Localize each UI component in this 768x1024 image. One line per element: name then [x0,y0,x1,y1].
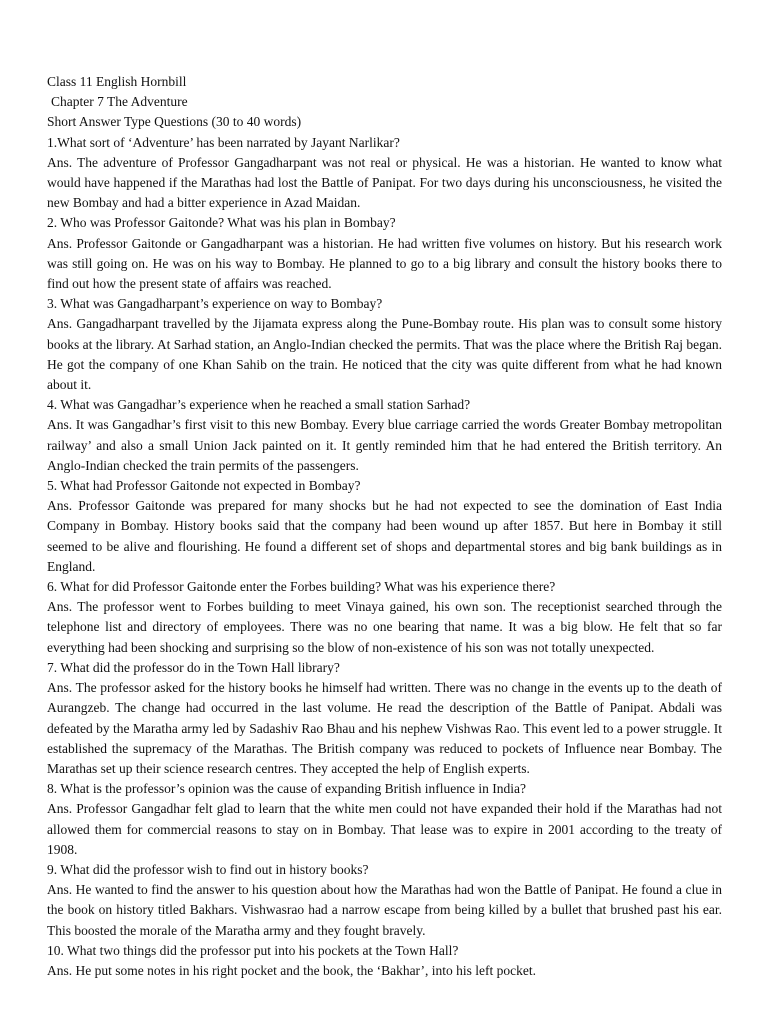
answer-6: Ans. The professor went to Forbes building to meet Vinaya gained, his own son. The receptionist searched through the telephone list and directory of employees. There was no one bearing that name. It was a big blow. He felt that so far everything had been shocking and surprising so the blow of non-existence of his son was not totally unexpected. [47,599,722,655]
answer-7: Ans. The professor asked for the history books he himself had written. There was no change in the events up to the death of Aurangzeb. The change had occurred in the last volume. He read the description of the Battle of Panipat. Abdali was defeated by the Maratha army led by Sadashiv Rao Bhau and his nephew Vishwas Rao. This event led to a power struggle. It established the supremacy of the Marathas. The British company was reduced to pockets of Influence near Bombay. The Marathas set up their science research centres. They accepted the help of English experts. [47,680,722,776]
question-1: 1.What sort of ‘Adventure’ has been narrated by Jayant Narlikar? [47,134,400,150]
qa-item-10 [47,941,722,981]
qa-item-4 [47,395,722,476]
question-4: 4. What was Gangadhar’s experience when he reached a small station Sarhad? [47,397,471,413]
chapter-title: Chapter 7 The Adventure [51,94,188,110]
answer-10: Ans. He put some notes in his right pocket and the book, the ‘Bakhar’, into his left pocket. [47,962,537,978]
qa-item-8 [47,779,722,860]
question-7: 7. What did the professor do in the Town Hall library? [47,659,340,675]
qa-item-1 [47,133,722,214]
qa-item-3 [47,294,722,395]
answer-5: Ans. Professor Gaitonde was prepared for many shocks but he had not expected to see the domination of East India Company in Bombay. History books said that the company had been wound up after 1857. But here in Bombay it still seemed to be alive and flourishing. He found a different set of shops and departmental stores and big bank buildings as in England. [47,498,722,574]
qa-item-5 [47,476,722,577]
document-page [47,72,722,981]
answer-4: Ans. It was Gangadhar’s first visit to this new Bombay. Every blue carriage carried the words Greater Bombay metropolitan railway’ and also a small Union Jack painted on it. It gently reminded him that he had entered the British territory. An Anglo-Indian checked the train permits of the passengers. [47,417,722,473]
question-9: 9. What did the professor wish to find out in history books? [47,861,369,877]
class-title: Class 11 English Hornbill [47,74,187,89]
question-3: 3. What was Gangadharpant’s experience on way to Bombay? [47,296,383,312]
question-8: 8. What is the professor’s opinion was the cause of expanding British influence in India? [47,781,527,797]
question-5: 5. What had Professor Gaitonde not expected in Bombay? [47,478,361,494]
question-10: 10. What two things did the professor put into his pockets at the Town Hall? [47,942,459,958]
qa-item-7 [47,658,722,779]
question-2: 2. Who was Professor Gaitonde? What was his plan in Bombay? [47,215,396,231]
section-title: Short Answer Type Questions (30 to 40 words) [47,114,302,130]
answer-8: Ans. Professor Gangadhar felt glad to learn that the white men could not have expanded their hold if the Marathas had not allowed them for commercial reasons to stay on in Bombay. That lease was to expire in 2001 according to the treaty of 1908. [47,801,722,857]
answer-3: Ans. Gangadharpant travelled by the Jijamata express along the Pune-Bombay route. His plan was to consult some history books at the library. At Sarhad station, an Anglo-Indian checked the permits. That was the place where the British Raj began. He got the company of one Khan Sahib on the train. He noticed that the city was quite different from what he had known about it. [47,316,722,393]
question-6: 6. What for did Professor Gaitonde enter the Forbes building? What was his experience there? [47,579,556,595]
qa-item-9 [47,860,722,941]
qa-item-2 [47,213,722,294]
answer-2: Ans. Professor Gaitonde or Gangadharpant was a historian. He had written five volumes on history. But his research work was still going on. He was on his way to Bombay. He planned to go to a big library and consult the history books there to find out how the present state of affairs was reached. [47,235,722,292]
answer-9: Ans. He wanted to find the answer to his question about how the Marathas had won the Battle of Panipat. He found a clue in the book on history titled Bakhars. Vishwasrao had a narrow escape from being killed by a bullet that brushed past his ear. This boosted the morale of the Maratha army and they fought bravely. [47,882,722,938]
answer-1: Ans. The adventure of Professor Gangadharpant was not real or physical. He was a historian. He wanted to know what would have happened if the Marathas had lost the Battle of Panipat. For two days during his unconsciousness, he visited the new Bombay and had a bitter experience in Azad Maidan. [47,154,722,211]
qa-item-6 [47,577,722,658]
